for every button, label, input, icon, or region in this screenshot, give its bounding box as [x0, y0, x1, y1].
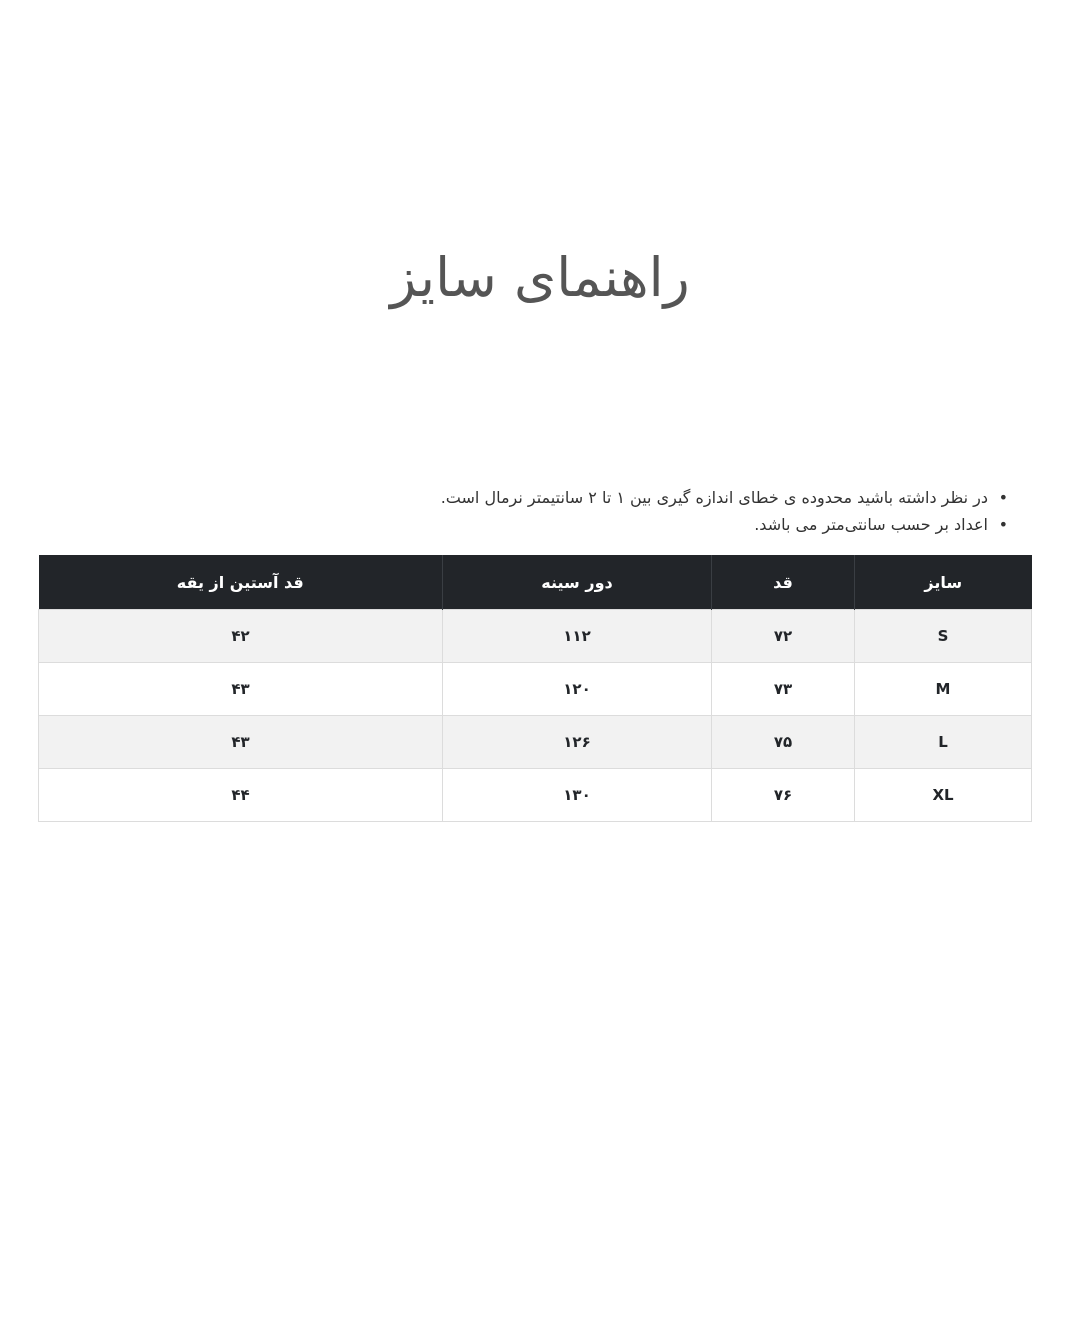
table-row: [39, 663, 1032, 716]
cell-chest: ۱۲۰: [443, 663, 712, 716]
cell-sleeve: ۴۴: [39, 769, 443, 822]
header-chest: دور سینه: [443, 555, 712, 610]
header-sleeve: قد آستین از یقه: [39, 555, 443, 610]
cell-size: S: [855, 610, 1032, 663]
cell-length: ۷۶: [712, 769, 855, 822]
cell-sleeve: ۴۳: [39, 663, 443, 716]
note-text: اعداد بر حسب سانتی‌متر می باشد.: [754, 515, 988, 534]
cell-length: ۷۵: [712, 716, 855, 769]
note-text: در نظر داشته باشید محدوده ی خطای اندازه گیری بین ۱ تا ۲ سانتیمتر نرمال است.: [440, 488, 988, 507]
cell-size: M: [855, 663, 1032, 716]
cell-size: L: [855, 716, 1032, 769]
cell-size: XL: [855, 769, 1032, 822]
page-title: راهنمای سایز: [390, 246, 690, 309]
table-row: [39, 769, 1032, 822]
note-item: [88, 484, 1008, 511]
bullet-icon: •: [998, 488, 1008, 507]
cell-chest: ۱۳۰: [443, 769, 712, 822]
cell-length: ۷۳: [712, 663, 855, 716]
size-table: [38, 555, 1032, 822]
bullet-icon: •: [998, 515, 1008, 534]
header-size: سایز: [855, 555, 1032, 610]
table-header-row: [39, 555, 1032, 610]
cell-chest: ۱۲۶: [443, 716, 712, 769]
cell-sleeve: ۴۳: [39, 716, 443, 769]
note-item: [88, 511, 1008, 538]
cell-chest: ۱۱۲: [443, 610, 712, 663]
table-row: [39, 716, 1032, 769]
cell-length: ۷۲: [712, 610, 855, 663]
cell-sleeve: ۴۲: [39, 610, 443, 663]
notes-list: [88, 484, 1008, 538]
header-length: قد: [712, 555, 855, 610]
table-row: [39, 610, 1032, 663]
